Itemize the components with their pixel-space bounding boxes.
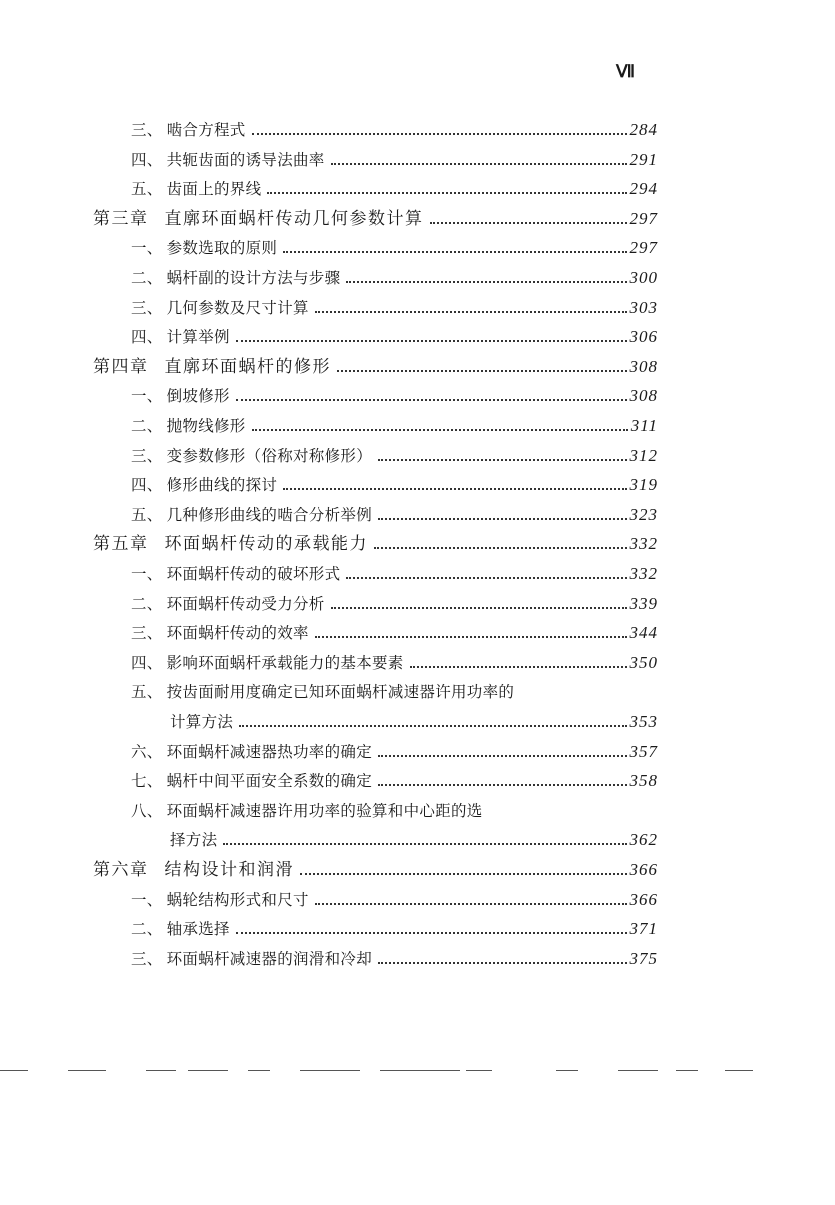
toc-entry-row [131,943,658,969]
entry-number: 二、 [131,920,163,939]
entry-number: 六、 [131,742,163,761]
entry-number: 二、 [131,417,163,435]
entry-page-number: 297 [629,238,658,258]
entry-title: 环面蜗杆传动的效率 [166,624,309,643]
toc-entry-row [131,144,658,170]
toc-entry-row [131,558,658,584]
toc-entry-row [131,262,658,288]
entry-page-number: 362 [629,830,658,850]
toc-entry-row [131,647,658,673]
entry-label [131,801,483,821]
entry-page-number: 375 [629,948,658,968]
entry-label [131,238,277,258]
entry-page-number: 284 [629,120,658,139]
entry-title: 参数选取的原则 [166,239,278,258]
entry-title: 变参数修形（俗称对称修形） [166,446,373,465]
chapter-title: 直廓环面蜗杆的修形 [164,356,331,377]
entry-page-number: 294 [629,179,658,199]
dot-leader [283,251,626,253]
dot-leader [223,843,626,845]
entry-number: 五、 [131,180,163,199]
toc-entry-row [131,913,658,939]
entry-title: 环面蜗杆传动的破坏形式 [166,565,341,583]
entry-label [131,742,372,762]
entry-page-number: 323 [629,504,658,524]
chapter-number: 第五章 [93,534,149,555]
rule-segment [676,1070,698,1071]
entry-page-number: 300 [629,268,658,287]
dot-leader [315,636,627,638]
dot-leader [378,459,626,461]
chapter-number: 第六章 [93,860,149,880]
entry-page-number: 350 [629,652,658,672]
entry-label [131,653,404,673]
dot-leader [283,488,626,490]
rule-segment [146,1070,176,1071]
rule-segment [68,1070,106,1071]
entry-number: 一、 [131,239,163,258]
chapter-label [93,860,294,880]
toc-entry-row [131,173,658,199]
entry-label [131,505,372,525]
entry-title: 修形曲线的探讨 [166,476,278,495]
entry-page-number: 311 [630,416,658,435]
entry-title: 环面蜗杆减速器热功率的确定 [166,742,373,761]
toc-chapter-row [93,528,658,554]
entry-number: 一、 [131,890,163,909]
entry-title: 按齿面耐用度确定已知环面蜗杆减速器许用功率的 [166,683,515,702]
chapter-number: 第三章 [93,208,149,229]
entry-title: 倒坡修形 [166,387,230,406]
entry-page-number: 353 [629,712,658,731]
entry-title: 共轭齿面的诱导法曲率 [166,150,325,169]
rule-segment [188,1070,228,1071]
dot-leader [300,873,627,875]
entry-label [131,594,325,614]
bottom-rule [0,1070,835,1072]
entry-number: 三、 [131,121,163,139]
entry-label [131,150,325,170]
dot-leader [374,547,627,549]
entry-title: 蜗杆副的设计方法与步骤 [166,269,341,287]
entry-number: 二、 [131,594,163,613]
entry-title: 蜗轮结构形式和尺寸 [166,890,309,909]
toc-entry-row [131,410,658,436]
entry-title: 几种修形曲线的啮合分析举例 [166,505,373,524]
entry-page-number: 357 [629,741,658,761]
toc-chapter-row [93,203,658,229]
toc-entry-row [131,736,658,762]
dot-leader [378,784,626,786]
rule-segment [0,1070,28,1071]
entry-label [131,623,309,643]
entry-page-number: 306 [629,327,658,347]
entry-page-number: 308 [629,386,658,406]
entry-label [131,416,246,436]
rule-segment [618,1070,658,1071]
toc-entry-row [131,617,658,643]
dot-leader [252,133,627,135]
dot-leader [236,340,627,342]
entry-label [131,564,340,584]
entry-title-continuation: 计算方法 [170,713,234,731]
dot-leader [236,399,627,401]
chapter-label [93,534,368,554]
entry-number: 三、 [131,446,163,465]
entry-title: 抛物线修形 [166,417,246,435]
dot-leader [378,962,626,964]
entry-title: 环面蜗杆传动受力分析 [166,594,325,613]
entry-title-continuation: 择方法 [170,831,218,850]
chapter-title: 直廓环面蜗杆传动几何参数计算 [164,208,424,229]
entry-number: 三、 [131,298,163,317]
entry-number: 三、 [131,949,163,968]
toc-entry-row [131,676,658,702]
chapter-page-number: 297 [629,208,658,228]
entry-number: 八、 [131,801,163,820]
entry-page-number: 291 [629,149,658,169]
entry-label [131,682,514,702]
entry-page-number: 332 [629,564,658,583]
dot-leader [346,577,626,579]
dot-leader [378,518,626,520]
entry-page-number: 366 [629,889,658,909]
entry-number: 七、 [131,772,163,791]
toc-entry-continuation-row [170,706,658,732]
dot-leader [331,163,627,165]
entry-page-number: 312 [629,445,658,465]
entry-label [131,446,372,466]
entry-label [131,120,246,140]
toc-entry-row [131,795,658,821]
chapter-page-number: 366 [629,860,658,879]
toc-entry-row [131,232,658,258]
entry-number: 一、 [131,387,163,406]
dot-leader [346,281,626,283]
dot-leader [331,607,627,609]
entry-label [131,268,340,288]
entry-number: 四、 [131,328,163,347]
entry-title: 影响环面蜗杆承载能力的基本要素 [166,653,404,672]
chapter-label [93,209,424,229]
toc-entry-row [131,321,658,347]
chapter-number: 第四章 [93,356,149,377]
entry-number: 五、 [131,683,163,702]
entry-label [131,386,230,406]
dot-leader [315,903,627,905]
entry-page-number: 358 [629,771,658,791]
entry-title: 环面蜗杆减速器的润滑和冷却 [166,949,373,968]
toc-entry-row [131,114,658,140]
dot-leader [236,932,627,934]
page-number: Ⅶ [616,62,636,81]
entry-number: 四、 [131,653,163,672]
entry-page-number: 303 [629,297,658,317]
dot-leader [239,725,626,727]
entry-number: 四、 [131,150,163,169]
entry-number: 五、 [131,505,163,524]
entry-number: 三、 [131,624,163,643]
entry-title: 齿面上的界线 [166,180,262,199]
toc-entry-continuation-row [170,824,658,850]
dot-leader [378,755,626,757]
entry-page-number: 339 [629,593,658,613]
dot-leader [430,222,627,224]
entry-label [131,890,309,910]
entry-label [131,771,372,791]
rule-segment [248,1070,270,1071]
entry-label [131,179,261,199]
dot-leader [337,370,627,372]
entry-title: 蜗杆中间平面安全系数的确定 [166,772,373,791]
chapter-title: 结构设计和润滑 [164,860,294,880]
toc-entry-row [131,499,658,525]
toc-entry-row [131,765,658,791]
toc-entry-row [131,884,658,910]
entry-title: 计算举例 [166,328,230,347]
dot-leader [315,311,627,313]
entry-number: 一、 [131,565,163,583]
toc-entry-row [131,588,658,614]
rule-segment [466,1070,492,1071]
rule-segment [380,1070,460,1071]
dot-leader [252,429,628,431]
entry-title: 啮合方程式 [166,121,246,139]
toc-chapter-row [93,351,658,377]
entry-label [131,919,230,939]
toc-entry-row [131,380,658,406]
entry-page-number: 371 [629,919,658,939]
entry-number: 四、 [131,476,163,495]
rule-segment [725,1070,753,1071]
rule-segment [300,1070,360,1071]
entry-label [131,475,277,495]
chapter-page-number: 332 [629,534,658,554]
entry-label [131,298,309,318]
entry-title: 轴承选择 [166,920,230,939]
entry-number: 二、 [131,269,163,287]
toc-entry-row [131,292,658,318]
toc-entry-row [131,440,658,466]
dot-leader [267,192,626,194]
toc-entry-row [131,469,658,495]
toc-chapter-row [93,854,658,880]
entry-title: 环面蜗杆减速器许用功率的验算和中心距的选 [166,801,483,820]
chapter-title: 环面蜗杆传动的承载能力 [164,534,368,555]
entry-page-number: 319 [629,475,658,495]
rule-segment [556,1070,578,1071]
chapter-label [93,357,331,377]
entry-page-number: 344 [629,623,658,643]
chapter-page-number: 308 [629,356,658,376]
entry-label [131,949,372,969]
dot-leader [410,666,627,668]
entry-title: 几何参数及尺寸计算 [166,298,309,317]
entry-label [131,327,230,347]
